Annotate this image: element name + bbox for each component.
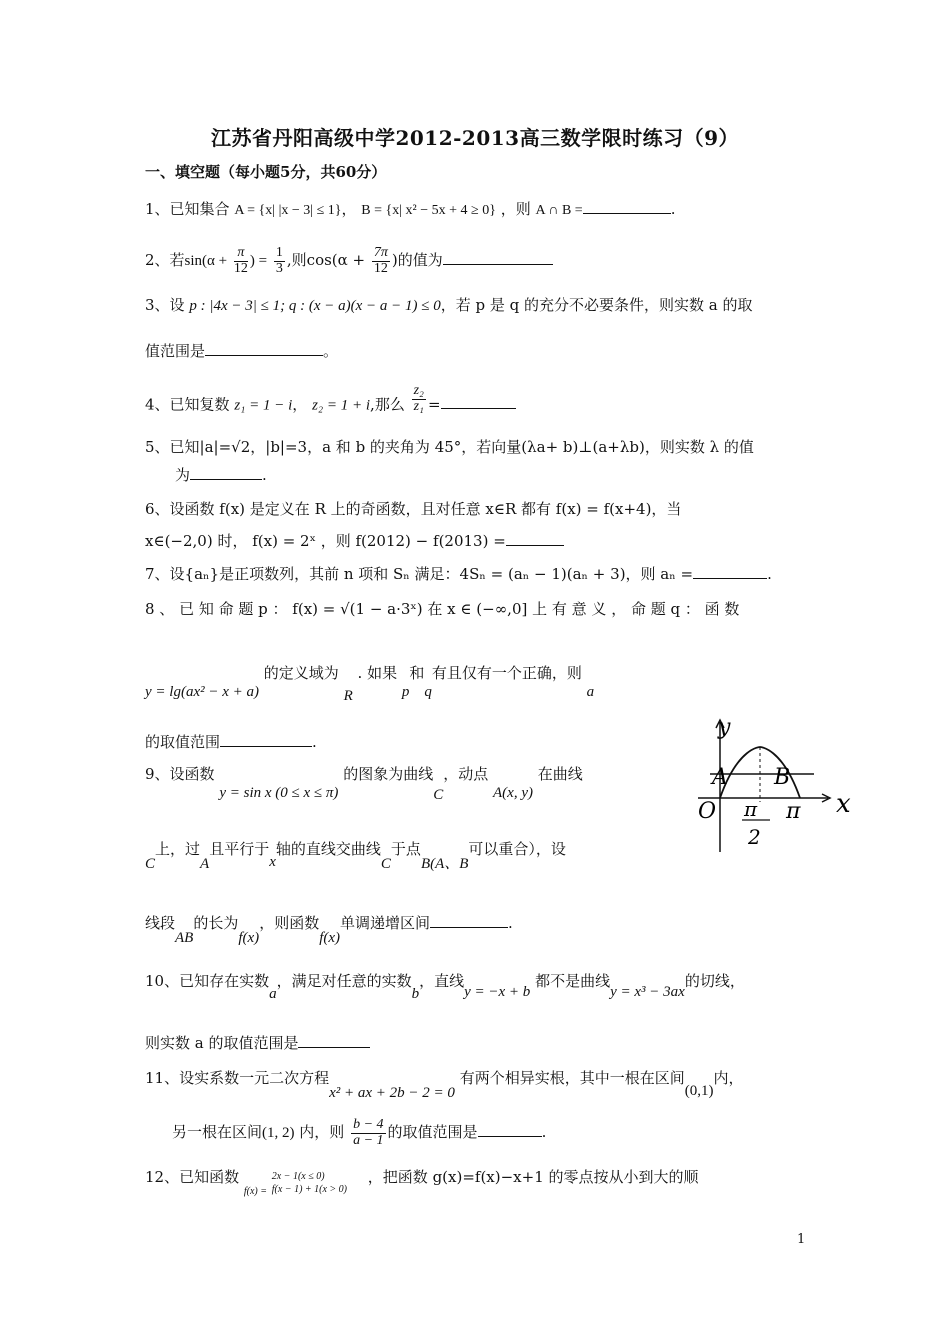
q10-b: a: [269, 986, 277, 1002]
q8-a: a: [586, 684, 595, 700]
q9-l2j: 可以重合），设: [468, 840, 566, 858]
question-5: [145, 436, 754, 457]
q9-l2g: C: [380, 856, 391, 872]
question-9-line-3: [145, 912, 513, 946]
q10-g: 都不是曲线: [535, 972, 611, 990]
graph-pi: π: [786, 799, 801, 824]
q12-piece-1: 2x − 1(x ≤ 0): [271, 1171, 325, 1182]
q9-answer-blank[interactable]: [430, 913, 508, 928]
q7-text: 7、设{aₙ}是正项数列，其前 n 项和 Sₙ 满足：4Sₙ = (aₙ − 1)(aₙ + 3)，则 aₙ =: [145, 565, 694, 583]
q9-l2i: B(A、B: [420, 856, 469, 872]
q6-line1: 6、设函数 f(x) 是定义在 R 上的奇函数，且对任意 x∈R 都有 f(x) = f(x+4)，当: [145, 500, 682, 518]
q8-line2b: 的定义域为: [263, 664, 339, 682]
graph-origin: O: [698, 799, 717, 824]
graph-x-label: x: [836, 789, 851, 819]
q10-i: 的切线，: [684, 972, 745, 990]
q4-fraction: $\frac{\text{z₂}}{\text{z₁}}$: [413, 383, 424, 414]
q11-fraction: $\frac{b - 4}{a - 1}$: [353, 1117, 384, 1148]
q9-fn: y = sin x (0 ≤ x ≤ π): [219, 785, 339, 801]
q4-z1: z₁ = 1 − i: [234, 397, 293, 414]
q4-z2: z₂ = 1 + i: [312, 397, 371, 414]
q5-line1: 5、已知|a|=√2，|b|=3，a 和 b 的夹角为 45°，若向量(λa+ b)⊥(a+λb)，则实数 λ 的值: [145, 438, 754, 456]
q12-a: 12、已知函数: [145, 1168, 240, 1186]
q4-eq: =: [427, 395, 441, 414]
question-11: [145, 1067, 744, 1101]
q11-e: 内，: [713, 1069, 744, 1087]
page-title: 江苏省丹阳高级中学2012-2013高三数学限时练习（9）: [210, 126, 740, 150]
q1-ask: A ∩ B =: [535, 203, 583, 218]
q11-a: 11、设实系数一元二次方程: [145, 1069, 330, 1087]
q8-answer-blank[interactable]: [220, 732, 312, 747]
question-10-line-2: [145, 1032, 370, 1053]
q8-r: R: [343, 688, 353, 704]
q5-end: .: [262, 466, 267, 484]
q9-l3g: 单调递增区间: [340, 914, 431, 932]
question-5-line-2: [175, 464, 267, 485]
q9-f: 在曲线: [537, 765, 583, 783]
q9-l2h: 于点: [390, 840, 421, 858]
q1-then: ，则: [500, 200, 531, 218]
question-10: [145, 970, 745, 1002]
q5-line2: 为: [175, 466, 191, 484]
q4-mid: ,那么: [370, 395, 405, 414]
q1-set-a: A = {x| |x − 3| ≤ 1}: [234, 203, 342, 218]
q7-answer-blank[interactable]: [693, 564, 767, 579]
q2-answer-blank[interactable]: [443, 250, 553, 265]
q10-line: y = −x + b: [464, 984, 531, 1000]
q9-end: .: [508, 914, 513, 932]
q2-mid: ,则cos(α +: [286, 251, 366, 270]
q4-prefix: 4、已知复数: [145, 395, 230, 414]
q3-end: 。: [323, 342, 339, 360]
q3-expr: p : |4x − 3| ≤ 1; q : (x − a)(x − a − 1) ≤ 0: [189, 298, 441, 314]
q11-l2a: 另一根在区间: [172, 1123, 263, 1142]
q12-b: ，把函数 g(x)=f(x)−x+1 的零点按从小到大的顺: [367, 1168, 699, 1186]
graph-pi-half-num: π: [744, 797, 758, 821]
q6-line2: x∈(−2,0) 时， f(x) = 2ˣ ，则 f(2012) − f(2013) =: [145, 532, 506, 550]
q10-e: ，直线: [419, 972, 465, 990]
q1-set-b: B = {x| x² − 5x + 4 ≥ 0}: [361, 203, 496, 218]
page-number: 1: [797, 1232, 806, 1247]
q9-l2a: C: [145, 856, 156, 872]
q10-answer-blank[interactable]: [298, 1033, 370, 1048]
q8-and: 和: [409, 664, 425, 682]
q11-end: .: [541, 1123, 547, 1142]
question-7: [145, 563, 772, 584]
q9-l3e: ，则函数: [259, 914, 320, 932]
q2-eq: ) =: [249, 253, 268, 270]
question-3-line-2: [145, 340, 338, 361]
q8-line3: 的取值范围: [145, 733, 221, 751]
q8-q: q: [424, 684, 432, 700]
q10-curve: y = x³ − 3ax: [610, 984, 685, 1000]
q9-l2b: 上，过: [155, 840, 201, 858]
section-heading: 一、填空题（每小题5分，共60分）: [145, 163, 387, 181]
q10-a: 10、已知存在实数: [145, 972, 270, 990]
q2-fraction-pi-12: $\frac{\pi}{12}$: [233, 245, 248, 276]
q11-interval-2: (1, 2): [262, 1125, 295, 1142]
q8-line1: 8 、 已 知 命 题 p ： f(x) = √(1 − a·3ˣ) 在 x ∈ (−∞,0] 上 有 意 义 ， 命 题 q ： 函 数: [145, 600, 740, 618]
q9-c: 的图象为曲线: [343, 765, 434, 783]
q4-answer-blank[interactable]: [441, 394, 516, 409]
q10-d: b: [411, 986, 420, 1002]
question-6-line-2: [145, 530, 564, 551]
question-1: 1、已知集合 A = {x| |x − 3| ≤ 1}， B = {x| x² − 5x + 4 ≥ 0} ，则 A ∩ B = .: [145, 200, 676, 218]
q9-curve: C: [433, 787, 444, 803]
q3-answer-blank[interactable]: [205, 341, 323, 356]
q12-piecewise: [272, 1170, 347, 1196]
sine-graph: [688, 712, 863, 860]
q10-c: ，满足对任意的实数: [276, 972, 412, 990]
q8-line2c: . 如果: [357, 664, 398, 682]
q11-equation: x² + ax + 2b − 2 = 0: [329, 1085, 455, 1101]
q6-answer-blank[interactable]: [506, 531, 564, 546]
question-8-line-2: [145, 662, 595, 704]
question-9: [145, 763, 583, 803]
question-8: [145, 598, 739, 619]
q8-end: .: [312, 733, 317, 751]
q9-l3d: f(x): [238, 930, 260, 946]
q9-l2f: 轴的直线交曲线: [275, 840, 381, 858]
question-11-line-2: [172, 1118, 546, 1148]
q8-line2d: 有且仅有一个正确，则: [431, 664, 582, 682]
graph-point-b: B: [774, 765, 791, 790]
question-9-line-2: [145, 838, 566, 872]
q9-d: ，动点: [443, 765, 489, 783]
q1-answer-blank[interactable]: [583, 199, 671, 214]
question-3: [145, 294, 752, 315]
q11-c: 有两个相异实根，其中一根在区间: [459, 1069, 685, 1087]
q9-l2c: A: [200, 856, 210, 872]
graph-pi-half-den: 2: [748, 825, 761, 849]
q9-l3b: AB: [175, 930, 194, 946]
q12-fx: f(x) =: [243, 1186, 267, 1197]
q2-fraction-1-3: $\frac{1}{3}$: [275, 245, 283, 276]
q9-a: 9、设函数: [145, 765, 215, 783]
q8-domain-fn: y = lg(ax² − x + a): [145, 684, 259, 700]
question-6: [145, 498, 681, 519]
question-4: 4、已知复数 z₁ = 1 − i， z₂ = 1 + i,那么 $\frac{\text{z₂}}{\text{z₁}}$ =: [145, 384, 516, 414]
q9-l3a: 线段: [145, 914, 176, 932]
question-12: [145, 1166, 699, 1197]
q9-l2d: 且平行于: [209, 840, 270, 858]
q11-answer-blank[interactable]: [478, 1122, 542, 1137]
q9-l3c: 的长为: [193, 914, 239, 932]
q1-prefix: 1、已知集合: [145, 200, 230, 218]
graph-point-a: A: [712, 765, 728, 790]
q2-expr1: sin(α +: [184, 253, 228, 270]
question-2: [145, 246, 553, 276]
question-8-line-3: [145, 731, 317, 752]
q11-l2d: 的取值范围是: [387, 1123, 478, 1142]
q12-piece-2: f(x − 1) + 1(x > 0): [271, 1184, 348, 1195]
graph-y-label: y: [718, 715, 731, 740]
q5-answer-blank[interactable]: [190, 465, 262, 480]
q2-prefix: 2、若: [145, 251, 185, 270]
q8-p: p: [401, 684, 410, 700]
q9-l3f: f(x): [319, 930, 341, 946]
q9-l2e: x: [269, 854, 276, 870]
q2-close: )的值为: [391, 251, 443, 270]
q3-mid: ，若 p 是 q 的充分不必要条件，则实数 a 的取: [440, 296, 753, 314]
q9-point-a: A(x, y): [493, 785, 533, 801]
q11-interval-1: (0,1): [684, 1083, 714, 1099]
q3-prefix: 3、设: [145, 296, 185, 314]
q7-end: .: [767, 565, 772, 583]
q10-l2: 则实数 a 的取值范围是: [145, 1034, 299, 1052]
q11-l2c: 内，则: [299, 1123, 345, 1142]
q3-line2: 值范围是: [145, 342, 206, 360]
q2-fraction-7pi-12: $\frac{7\pi}{12}$: [373, 245, 388, 276]
